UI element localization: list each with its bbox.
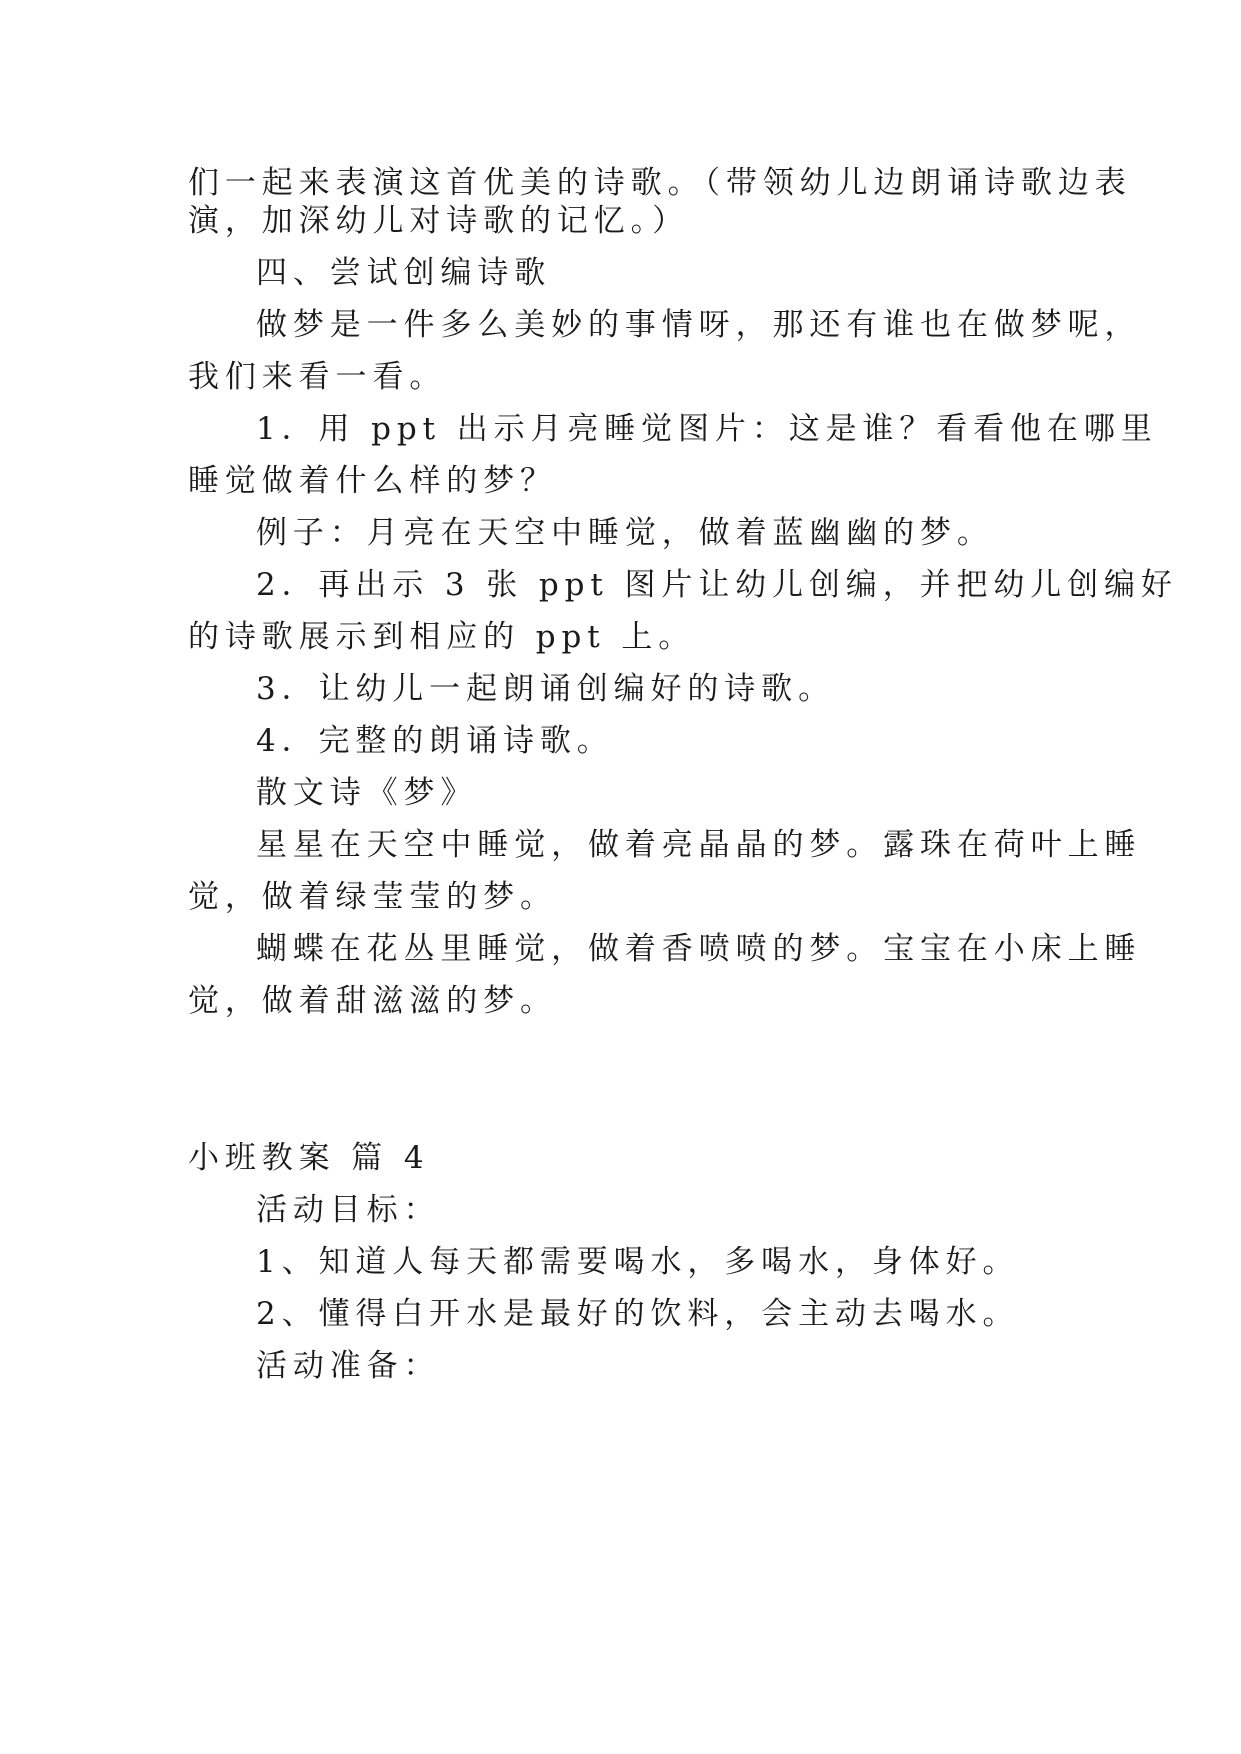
paragraph-line: 我们来看一看。 bbox=[188, 359, 447, 395]
lesson-title: 小班教案 篇 4 bbox=[188, 1140, 430, 1176]
list-item: 2、懂得白开水是最好的饮料，会主动去喝水。 bbox=[256, 1296, 1020, 1332]
section-heading: 四、尝试创编诗歌 bbox=[256, 255, 552, 291]
list-item: 4．完整的朗诵诗歌。 bbox=[256, 723, 614, 759]
list-item-continuation: 的诗歌展示到相应的 ppt 上。 bbox=[188, 619, 696, 655]
list-item: 1、知道人每天都需要喝水，多喝水，身体好。 bbox=[256, 1244, 1020, 1280]
paragraph-line: 演，加深幼儿对诗歌的记忆。） bbox=[188, 203, 689, 239]
section-heading: 活动准备： bbox=[256, 1348, 441, 1384]
poem-title: 散文诗《梦》 bbox=[256, 775, 478, 811]
poem-line: 蝴蝶在花丛里睡觉，做着香喷喷的梦。宝宝在小床上睡 bbox=[256, 931, 1142, 967]
section-heading: 活动目标： bbox=[256, 1192, 441, 1228]
paragraph-line: 做梦是一件多么美妙的事情呀，那还有谁也在做梦呢， bbox=[256, 307, 1142, 343]
poem-line: 星星在天空中睡觉，做着亮晶晶的梦。露珠在荷叶上睡 bbox=[256, 827, 1142, 863]
list-item: 3．让幼儿一起朗诵创编好的诗歌。 bbox=[256, 671, 835, 707]
list-item: 2．再出示 3 张 ppt 图片让幼儿创编，并把幼儿创编好 bbox=[256, 567, 1178, 603]
list-item: 1．用 ppt 出示月亮睡觉图片：这是谁？看看他在哪里 bbox=[256, 411, 1158, 447]
paragraph-line: 们一起来表演这首优美的诗歌。（带领幼儿边朗诵诗歌边表 bbox=[188, 165, 1132, 201]
poem-line: 觉，做着甜滋滋的梦。 bbox=[188, 983, 557, 1019]
example-line: 例子：月亮在天空中睡觉，做着蓝幽幽的梦。 bbox=[256, 515, 994, 551]
list-item-continuation: 睡觉做着什么样的梦？ bbox=[188, 463, 557, 499]
poem-line: 觉，做着绿莹莹的梦。 bbox=[188, 879, 557, 915]
